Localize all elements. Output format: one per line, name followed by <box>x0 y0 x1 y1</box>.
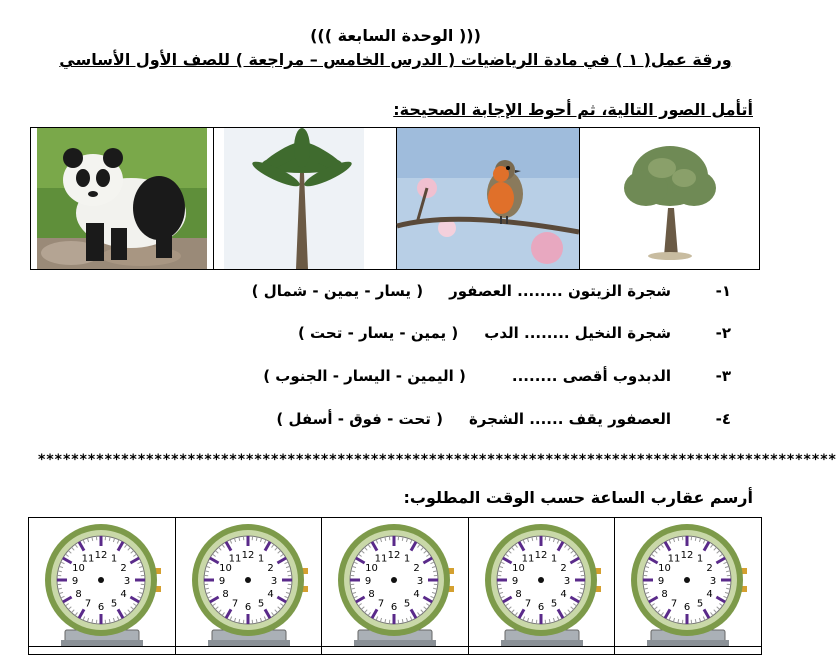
clock-number: 6 <box>684 602 691 613</box>
clock-number: 4 <box>706 589 714 600</box>
clock-number: 8 <box>661 589 669 600</box>
clock-number: 9 <box>365 576 372 587</box>
clock-number: 3 <box>270 576 277 587</box>
clock-number: 3 <box>123 576 131 587</box>
clock-number: 5 <box>404 598 411 610</box>
clock-number: 9 <box>511 576 518 587</box>
clock-number: 12 <box>241 550 254 561</box>
clock-number: 12 <box>94 550 108 561</box>
separator-stars: ************************************************************************************************ <box>38 452 837 468</box>
clock-face-icon[interactable] <box>336 522 456 650</box>
clock-number: 10 <box>218 563 232 574</box>
question-4 <box>276 410 731 428</box>
clock-cell[interactable] <box>175 518 322 654</box>
image-row <box>30 127 760 270</box>
worksheet-title-text: ورقة عمل( ١ ) في مادة الرياضيات ( الدرس الخامس – مراجعة ) للصف الأول الأساسي <box>59 50 732 69</box>
clock-number: 8 <box>75 589 82 600</box>
panda-image <box>31 128 213 269</box>
clock-number: 4 <box>560 589 567 600</box>
clock-number: 6 <box>537 602 544 613</box>
clock-number: 9 <box>71 576 79 587</box>
clock-number: 11 <box>228 553 241 565</box>
clock-number: 7 <box>671 598 678 610</box>
clock-number: 12 <box>681 550 694 561</box>
section1-instruction: أتأمل الصور التالية، ثم أحوط الإجابة الصحيحة: <box>393 100 753 119</box>
clock-number: 12 <box>387 550 401 561</box>
robin-bird-image <box>396 128 579 269</box>
clock-number: 6 <box>391 602 398 613</box>
unit-title: ((( الوحدة السابعة ))) <box>310 26 481 45</box>
clock-number: 8 <box>368 589 375 600</box>
clock-number: 9 <box>658 576 665 587</box>
clock-number: 11 <box>81 553 95 565</box>
clock-number: 10 <box>365 563 379 574</box>
clock-number: 4 <box>413 589 420 600</box>
question-number: ٣- <box>715 367 731 385</box>
clock-number: 1 <box>404 553 411 565</box>
clock-number: 5 <box>257 598 264 610</box>
clock-number: 5 <box>110 598 118 610</box>
clock-number: 5 <box>550 598 557 610</box>
bottom-rule <box>28 646 762 647</box>
clock-number: 2 <box>560 563 567 574</box>
clock-number: 12 <box>534 550 548 561</box>
clock-number: 8 <box>515 589 522 600</box>
clock-number: 2 <box>120 563 127 574</box>
palm-tree-image <box>213 128 396 269</box>
clock-number: 1 <box>110 553 118 565</box>
clock-number: 11 <box>521 553 535 565</box>
question-options[interactable]: ( يسار - يمين - شمال ) <box>251 282 424 300</box>
clock-number: 7 <box>378 598 385 610</box>
question-1 <box>252 282 731 300</box>
clock-number: 11 <box>668 553 681 565</box>
clock-number: 2 <box>266 563 274 574</box>
clock-face-icon[interactable] <box>629 522 749 650</box>
clock-number: 3 <box>563 576 570 587</box>
clock-cell[interactable] <box>321 518 468 654</box>
clock-number: 11 <box>374 553 388 565</box>
clock-number: 5 <box>697 598 704 610</box>
clock-number: 3 <box>710 576 717 587</box>
clock-cell[interactable] <box>614 518 761 654</box>
question-number: ١- <box>715 282 731 300</box>
clock-number: 6 <box>244 602 251 613</box>
question-stem: الدبدوب أقصى ........ <box>511 367 671 385</box>
clock-number: 4 <box>120 589 127 600</box>
clock-face-icon[interactable] <box>190 522 310 650</box>
question-stem: العصفور يقف ...... الشجرة <box>468 410 671 428</box>
worksheet-title <box>0 50 791 69</box>
question-options[interactable]: ( اليمين - اليسار - الجنوب ) <box>263 367 466 385</box>
clock-number: 7 <box>524 598 531 610</box>
question-options[interactable]: ( يمين - يسار - تحت ) <box>297 324 459 342</box>
clock-row <box>28 517 762 655</box>
clock-number: 10 <box>72 563 85 574</box>
clock-cell[interactable] <box>468 518 615 654</box>
clock-cell[interactable] <box>29 518 175 654</box>
question-stem: شجرة النخيل ........ الدب <box>484 324 671 342</box>
question-number: ٤- <box>715 410 731 428</box>
question-3 <box>263 367 731 385</box>
question-options[interactable]: ( تحت - فوق - أسفل ) <box>276 410 443 428</box>
clock-face-icon[interactable] <box>43 522 163 650</box>
clock-number: 8 <box>221 589 229 600</box>
question-stem: شجرة الزيتون ........ العصفور <box>449 282 671 300</box>
olive-tree-image <box>579 128 762 269</box>
clock-number: 1 <box>550 553 557 565</box>
clock-number: 1 <box>257 553 264 565</box>
clock-number: 6 <box>97 602 105 613</box>
clock-number: 9 <box>218 576 225 587</box>
section2-instruction: أرسم عقارب الساعة حسب الوقت المطلوب: <box>403 488 753 507</box>
question-number: ٢- <box>715 324 731 342</box>
clock-number: 7 <box>84 598 92 610</box>
clock-number: 10 <box>511 563 525 574</box>
question-2 <box>298 324 731 342</box>
clock-number: 7 <box>231 598 238 610</box>
clock-number: 4 <box>266 589 274 600</box>
clock-number: 10 <box>658 563 672 574</box>
clock-number: 2 <box>413 563 420 574</box>
clock-number: 2 <box>706 563 714 574</box>
clock-number: 1 <box>697 553 704 565</box>
clock-face-icon[interactable] <box>483 522 603 650</box>
clock-number: 3 <box>417 576 424 587</box>
